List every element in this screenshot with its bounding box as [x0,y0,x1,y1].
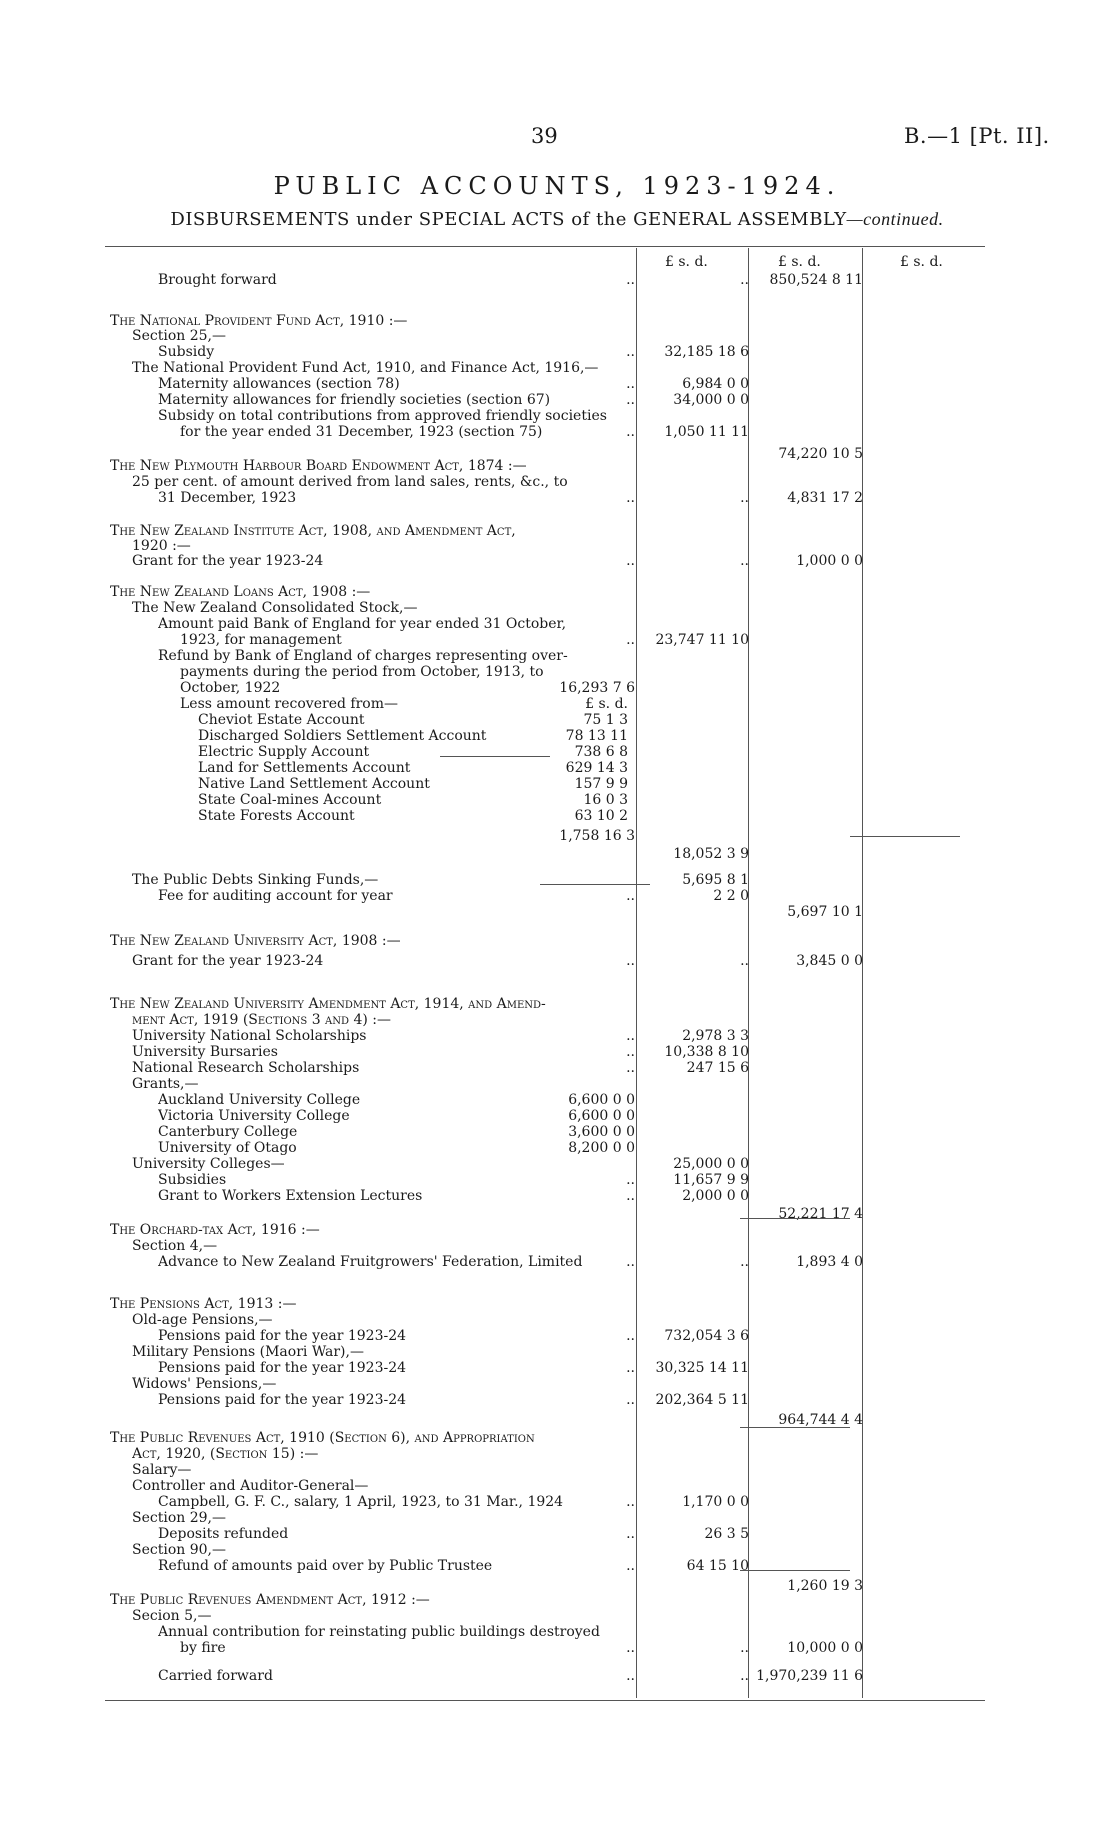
row-description: The Public Debts Sinking Funds,— [132,872,379,888]
row-description: Brought forward [158,272,277,288]
row-description: Deposits refunded [158,1526,289,1542]
ledger-row [110,1376,980,1393]
ledger-row [110,1076,980,1093]
row-description: Annual contribution for reinstating public buildings destroyed [158,1624,600,1640]
subtitle-suffix: —continued. [846,209,944,229]
subtotal-rule [740,1218,850,1219]
amount-c2: 5,695 8 1 [682,872,749,888]
page-subtitle [0,209,1114,230]
row-description: Subsidy on total contributions from approved friendly societies [158,408,607,424]
ledger-row [110,712,980,729]
page-title: PUBLIC ACCOUNTS, 1923-1924. [273,172,841,200]
ledger-row [110,584,980,601]
row-description: ment Act, 1919 (Sections 3 and 4) :— [132,1012,392,1028]
ledger-row [110,1392,980,1409]
subtotal-rule [440,756,550,757]
row-description: October, 1922 [180,680,281,696]
amount-c1: .. [626,1188,635,1204]
inner-amount: 157 9 9 [574,776,628,792]
ledger-row [110,1206,980,1223]
ledger-row [110,458,980,475]
amount-c2: 26 3 5 [704,1526,749,1542]
amount-c1: .. [626,376,635,392]
row-description: payments during the period from October, 1913, to [180,664,544,680]
ledger-row [110,1344,980,1361]
ledger-row [110,1526,980,1543]
ledger-row [110,664,980,681]
subtitle-text: DISBURSEMENTS under SPECIAL ACTS of the GENERAL ASSEMBLY [170,209,847,230]
amount-c1: .. [626,272,635,288]
amount-c1: .. [626,1360,635,1376]
amount-c3: 850,524 8 11 [769,272,863,288]
ledger-row [110,474,980,491]
amount-c3: 3,845 0 0 [796,953,863,969]
row-description: University National Scholarships [132,1028,367,1044]
ledger-row [110,360,980,377]
ledger-row [110,1188,980,1205]
amount-c1: .. [626,1668,635,1684]
row-description: Canterbury College [158,1124,298,1140]
row-description: Cheviot Estate Account [198,712,365,728]
ledger-row [110,1592,980,1609]
ledger-row [110,424,980,441]
ledger-row [110,744,980,761]
row-description: 25 per cent. of amount derived from land sales, rents, &c., to [132,474,568,490]
amount-c1: .. [626,1060,635,1076]
row-description: Auckland University College [158,1092,361,1108]
ledger-row [110,933,980,950]
row-description: The Pensions Act, 1913 :— [110,1296,297,1312]
row-description: Section 90,— [132,1542,226,1558]
row-description: Grant for the year 1923-24 [132,553,324,569]
row-description: Widows' Pensions,— [132,1376,277,1392]
amount-c2: 32,185 18 6 [664,344,749,360]
ledger-row [110,344,980,361]
ledger-row [110,760,980,777]
row-description: The National Provident Fund Act, 1910, and Finance Act, 1916,— [132,360,599,376]
ledger-row [110,1254,980,1271]
amount-c2: .. [740,490,749,506]
amount-c1: 6,600 0 0 [568,1092,635,1108]
ledger-row [110,1542,980,1559]
ledger-row [110,1124,980,1141]
amount-c1: .. [626,953,635,969]
row-description: The New Zealand University Act, 1908 :— [110,933,401,949]
row-description: State Forests Account [198,808,355,824]
row-description: Old-age Pensions,— [132,1312,273,1328]
amount-c2: 2,000 0 0 [682,1188,749,1204]
amount-c2: 2 2 0 [713,888,749,904]
row-description: Advance to New Zealand Fruitgrowers' Federation, Limited [158,1254,583,1270]
amount-c2: .. [740,553,749,569]
amount-c3: 4,831 17 2 [787,490,863,506]
ledger-row [110,1028,980,1045]
row-description: Act, 1920, (Section 15) :— [132,1446,319,1462]
row-description: Pensions paid for the year 1923-24 [158,1328,407,1344]
ledger-row [110,328,980,345]
amount-c3: 10,000 0 0 [787,1640,863,1656]
inner-amount: 78 13 11 [565,728,628,744]
amount-c1: .. [626,888,635,904]
amount-c1: .. [626,1172,635,1188]
ledger-row [110,1558,980,1575]
row-description: Maternity allowances for friendly societies (section 67) [158,392,551,408]
amount-c3: 52,221 17 4 [778,1206,863,1222]
amount-c2: 23,747 11 10 [655,632,749,648]
row-description: 1920 :— [132,538,191,554]
ledger-row [110,872,980,889]
ledger-row [110,696,980,713]
row-description: Native Land Settlement Account [198,776,430,792]
inner-amount: £ s. d. [585,696,628,712]
amount-c1: .. [626,1392,635,1408]
amount-c1: 3,600 0 0 [568,1124,635,1140]
row-description: 1923, for management [180,632,342,648]
amount-c3: 5,697 10 1 [787,904,863,920]
ledger-row [110,1478,980,1495]
amount-c2: 732,054 3 6 [664,1328,749,1344]
ledger-row [110,792,980,809]
amount-c1: 8,200 0 0 [568,1140,635,1156]
subtotal-rule [540,884,650,885]
amount-c1: .. [626,553,635,569]
ledger-row [110,408,980,425]
amount-c2: 30,325 14 11 [655,1360,749,1376]
ledger-row [110,808,980,825]
ledger-row [110,888,980,905]
row-description: Amount paid Bank of England for year ended 31 October, [158,616,567,632]
ledger-row [110,728,980,745]
row-description: University Bursaries [132,1044,278,1060]
ledger-row [110,1640,980,1657]
subtotal-rule [850,836,960,837]
ledger-row [110,1430,980,1447]
ledger-row [110,1296,980,1313]
ledger-row [110,1312,980,1329]
ledger-row [110,272,980,289]
page-number: 39 [531,124,558,148]
amount-c1: .. [626,1328,635,1344]
currency-header-col2: £ s. d. [778,254,821,270]
ledger-row [110,1608,980,1625]
row-description: Section 29,— [132,1510,226,1526]
row-description: The Public Revenues Act, 1910 (Section 6), and Appropriation [110,1430,535,1446]
ledger-row [110,392,980,409]
ledger-row [110,1156,980,1173]
row-description: Military Pensions (Maori War),— [132,1344,364,1360]
row-description: The New Zealand Institute Act, 1908, and Amendment Act, [110,523,516,539]
amount-c2: .. [740,1254,749,1270]
ledger-row [110,1360,980,1377]
row-description: Campbell, G. F. C., salary, 1 April, 1923, to 31 Mar., 1924 [158,1494,564,1510]
ledger-row [110,1494,980,1511]
ledger-row [110,632,980,649]
ledger-row [110,616,980,633]
row-description: Land for Settlements Account [198,760,411,776]
ledger-row [110,904,980,921]
amount-c1: .. [626,1494,635,1510]
currency-header-col3: £ s. d. [900,254,943,270]
row-description: Secion 5,— [132,1608,212,1624]
amount-c2: 2,978 3 3 [682,1028,749,1044]
amount-c2: 6,984 0 0 [682,376,749,392]
table-top-rule [105,246,985,247]
inner-amount: 16 0 3 [583,792,628,808]
row-description: Pensions paid for the year 1923-24 [158,1360,407,1376]
amount-c3: 1,260 19 3 [787,1578,863,1594]
amount-c2: 64 15 10 [686,1558,749,1574]
ledger-row [110,996,980,1013]
amount-c3: 964,744 4 4 [778,1412,863,1428]
row-description: Section 4,— [132,1238,218,1254]
row-description: Discharged Soldiers Settlement Account [198,728,487,744]
amount-c1: 1,758 16 3 [559,828,635,844]
row-description: Maternity allowances (section 78) [158,376,400,392]
row-description: State Coal-mines Account [198,792,382,808]
amount-c2: .. [740,953,749,969]
amount-c2: 1,170 0 0 [682,1494,749,1510]
amount-c2: 10,338 8 10 [664,1044,749,1060]
amount-c2: 25,000 0 0 [673,1156,749,1172]
row-description: Pensions paid for the year 1923-24 [158,1392,407,1408]
ledger-row [110,1328,980,1345]
amount-c1: .. [626,632,635,648]
row-description: Refund by Bank of England of charges representing over- [158,648,568,664]
ledger-row [110,1012,980,1029]
ledger-row [110,1140,980,1157]
amount-c2: .. [740,1668,749,1684]
ledger-row [110,553,980,570]
amount-c3: 1,970,239 11 6 [756,1668,863,1684]
row-description: University Colleges— [132,1156,285,1172]
amount-c2: 18,052 3 9 [673,846,749,862]
row-description: The Orchard-tax Act, 1916 :— [110,1222,320,1238]
ledger-row [110,1238,980,1255]
amount-c2: .. [740,1640,749,1656]
amount-c2: 247 15 6 [686,1060,749,1076]
amount-c3: 1,893 4 0 [796,1254,863,1270]
amount-c1: .. [626,1558,635,1574]
ledger-row [110,376,980,393]
ledger-row [110,1108,980,1125]
row-description: Fee for auditing account for year [158,888,393,904]
row-description: Refund of amounts paid over by Public Trustee [158,1558,493,1574]
amount-c3: 1,000 0 0 [796,553,863,569]
ledger-row [110,600,980,617]
subtotal-rule [740,1570,850,1571]
ledger-row [110,648,980,665]
row-description: Victoria University College [158,1108,350,1124]
ledger-row [110,953,980,970]
amount-c1: .. [626,1254,635,1270]
row-description: The New Plymouth Harbour Board Endowment Act, 1874 :— [110,458,527,474]
amount-c1: .. [626,344,635,360]
ledger-row [110,1462,980,1479]
row-description: University of Otago [158,1140,297,1156]
subtotal-rule [740,1427,850,1428]
row-description: Electric Supply Account [198,744,370,760]
amount-c1: 6,600 0 0 [568,1108,635,1124]
ledger-row [110,1624,980,1641]
row-description: Controller and Auditor-General— [132,1478,369,1494]
ledger-row [110,490,980,507]
ledger-row [110,680,980,697]
row-description: The National Provident Fund Act, 1910 :— [110,313,408,329]
amount-c1: .. [626,392,635,408]
document-reference: B.—1 [Pt. II]. [904,124,1050,148]
row-description: The New Zealand University Amendment Act, 1914, and Amend- [110,996,546,1012]
row-description: Section 25,— [132,328,226,344]
amount-c2: 11,657 9 9 [673,1172,749,1188]
amount-c1: .. [626,424,635,440]
row-description: Carried forward [158,1668,273,1684]
row-description: The Public Revenues Amendment Act, 1912 :— [110,1592,430,1608]
inner-amount: 63 10 2 [574,808,628,824]
amount-c3: 74,220 10 5 [778,446,863,462]
table-bottom-rule [105,1700,985,1701]
row-description: Less amount recovered from— [180,696,398,712]
amount-c1: 16,293 7 6 [559,680,635,696]
inner-amount: 75 1 3 [583,712,628,728]
ledger-row [110,1510,980,1527]
row-description: for the year ended 31 December, 1923 (section 75) [180,424,543,440]
row-description: Grant for the year 1923-24 [132,953,324,969]
row-description: National Research Scholarships [132,1060,360,1076]
inner-amount: 738 6 8 [574,744,628,760]
inner-amount: 629 14 3 [565,760,628,776]
amount-c1: .. [626,1044,635,1060]
currency-header-col1: £ s. d. [665,254,708,270]
row-description: Grants,— [132,1076,199,1092]
amount-c1: .. [626,1028,635,1044]
ledger-row [110,1172,980,1189]
ledger-row [110,1222,980,1239]
ledger-row [110,1668,980,1685]
amount-c2: 34,000 0 0 [673,392,749,408]
row-description: Salary— [132,1462,192,1478]
ledger-row [110,1446,980,1463]
amount-c2: 1,050 11 11 [664,424,749,440]
amount-c1: .. [626,1640,635,1656]
row-description: Grant to Workers Extension Lectures [158,1188,423,1204]
row-description: Subsidy [158,344,215,360]
row-description: Subsidies [158,1172,227,1188]
amount-c1: .. [626,1526,635,1542]
row-description: The New Zealand Loans Act, 1908 :— [110,584,371,600]
row-description: The New Zealand Consolidated Stock,— [132,600,418,616]
ledger-row [110,776,980,793]
row-description: by fire [180,1640,226,1656]
ledger-row [110,1060,980,1077]
amount-c1: .. [626,490,635,506]
amount-c2: 202,364 5 11 [655,1392,749,1408]
ledger-row [110,846,980,863]
ledger-row [110,1092,980,1109]
row-description: 31 December, 1923 [158,490,297,506]
ledger-row [110,1044,980,1061]
amount-c2: .. [740,272,749,288]
